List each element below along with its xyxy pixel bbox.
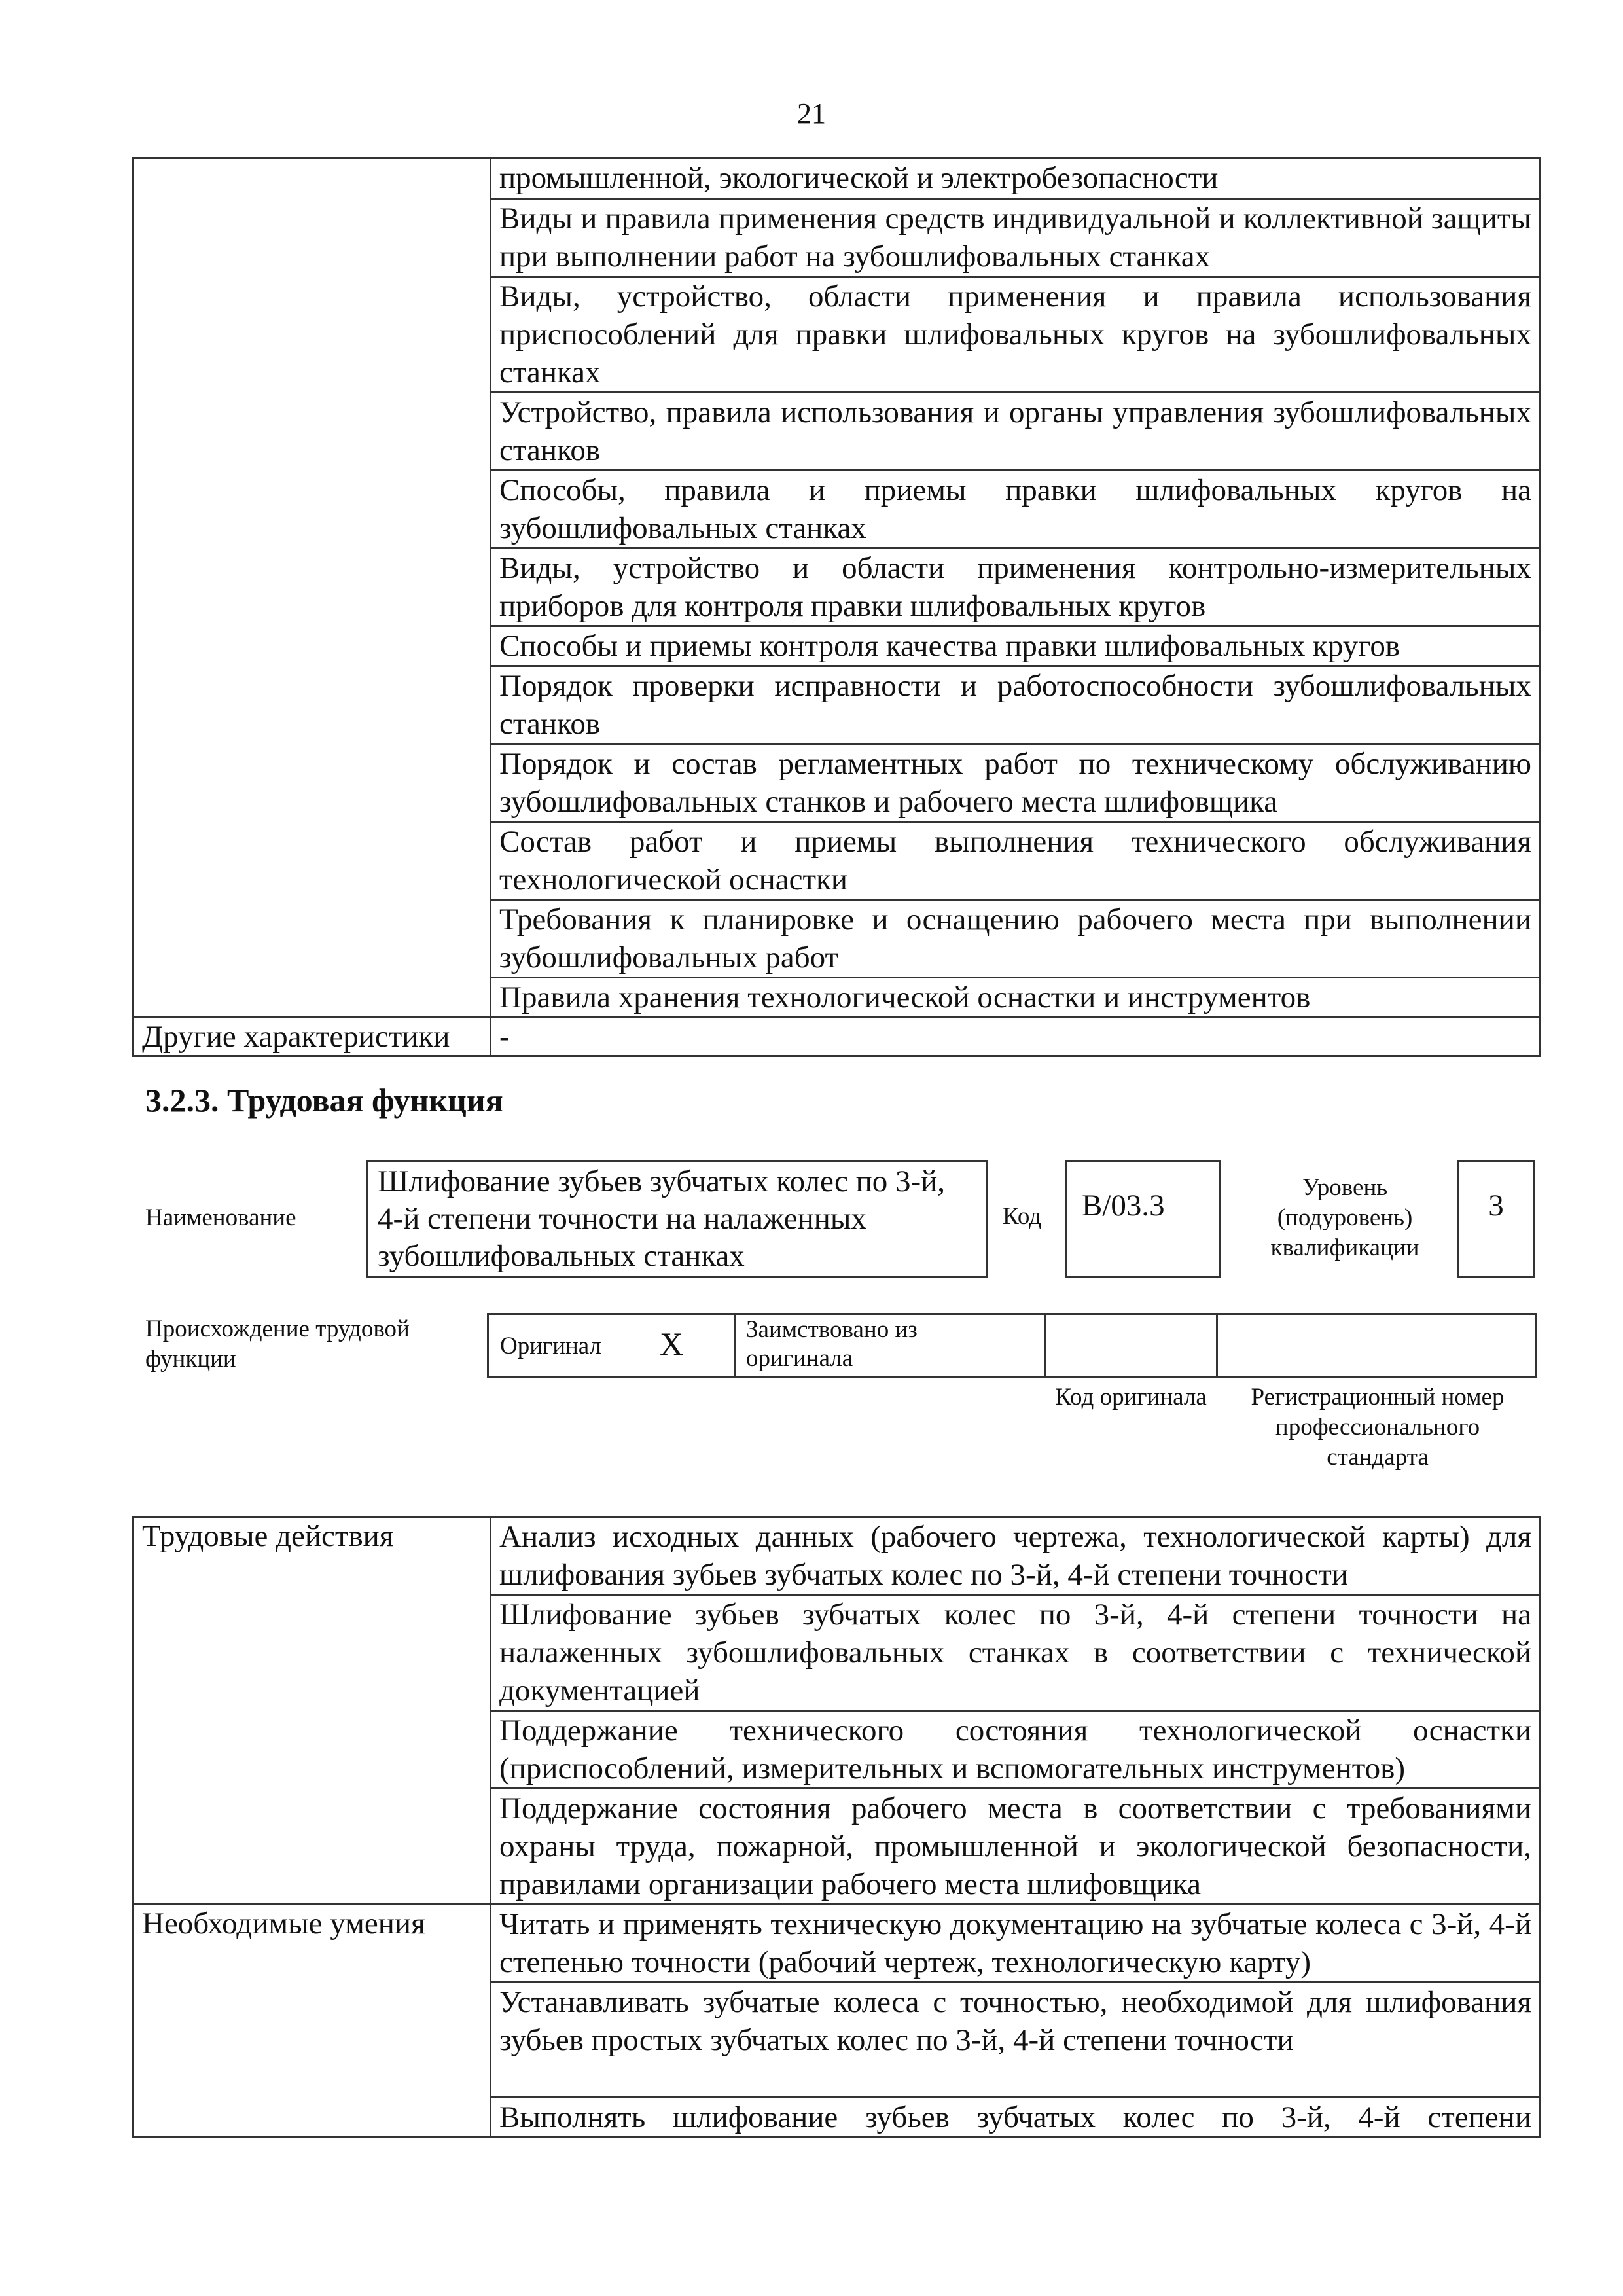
- knowledge-item: Порядок проверки исправности и работоспособности зубошлифовальных станков: [491, 666, 1541, 744]
- skill-item: Выполнять шлифование зубьев зубчатых колес по 3-й, 4-й степени: [491, 2098, 1541, 2138]
- knowledge-item: промышленной, экологической и электробезопасности: [491, 158, 1541, 199]
- origin-divider: [734, 1313, 736, 1378]
- name-label: Наименование: [145, 1204, 296, 1231]
- knowledge-item: Способы, правила и приемы правки шлифовальных кругов на зубошлифовальных станках: [491, 471, 1541, 548]
- origin-divider: [1216, 1313, 1218, 1378]
- original-mark: X: [660, 1325, 684, 1362]
- knowledge-item: Виды и правила применения средств индивидуальной и коллективной защиты при выполнении работ на зубошлифовальных станках: [491, 199, 1541, 277]
- origin-label: Происхождение трудовой функции: [145, 1316, 410, 1372]
- knowledge-item: Виды, устройство и области применения контрольно-измерительных приборов для контроля правки шлифовальных кругов: [491, 548, 1541, 626]
- skill-item: Устанавливать зубчатые колеса с точностью, необходимой для шлифования зубьев простых зубчатых колес по 3-й, 4-й степени точности: [491, 1982, 1541, 2098]
- labor-action-item: Поддержание состояния рабочего места в соответствии с требованиями охраны труда, пожарной, промышленной и экологической безопасности, правилами организации рабочего места шлифовщика: [491, 1789, 1541, 1905]
- other-characteristics-value: -: [491, 1018, 1541, 1056]
- knowledge-table: [132, 157, 1541, 1057]
- labor-actions-table: [132, 1516, 1541, 2138]
- knowledge-item: Способы и приемы контроля качества правки шлифовальных кругов: [491, 626, 1541, 666]
- section-title: 3.2.3. Трудовая функция: [145, 1082, 503, 1119]
- skill-item: Читать и применять техническую документацию на зубчатые колеса с 3-й, 4-й степенью точности (рабочий чертеж, технологическую карту): [491, 1905, 1541, 1982]
- required-skills-label: Необходимые умения: [134, 1905, 491, 2138]
- borrowed-label: Заимствовано из оригинала: [746, 1316, 918, 1372]
- page-number: 21: [797, 98, 826, 130]
- empty-label-cell: [134, 158, 491, 1018]
- level-value: 3: [1457, 1160, 1535, 1278]
- function-name-value: Шлифование зубьев зубчатых колес по 3-й, 4-й степени точности на налаженных зубошлифовальных станках: [366, 1160, 988, 1278]
- knowledge-item: Правила хранения технологической оснастки и инструментов: [491, 978, 1541, 1018]
- knowledge-item: Состав работ и приемы выполнения технического обслуживания технологической оснастки: [491, 822, 1541, 900]
- labor-action-item: Поддержание технического состояния технологической оснастки (приспособлений, измерительных и вспомогательных инструментов): [491, 1711, 1541, 1789]
- labor-action-item: Шлифование зубьев зубчатых колес по 3-й, 4-й степени точности на налаженных зубошлифовальных станках в соответствии с технической документацией: [491, 1595, 1541, 1711]
- original-label: Оригинал: [500, 1333, 602, 1359]
- code-label: Код: [1003, 1203, 1042, 1230]
- function-code-value: B/03.3: [1065, 1160, 1221, 1278]
- code-of-original-caption: Код оригинала: [1055, 1384, 1207, 1410]
- knowledge-item: Устройство, правила использования и органы управления зубошлифовальных станков: [491, 393, 1541, 471]
- knowledge-item: Порядок и состав регламентных работ по техническому обслуживанию зубошлифовальных станков и рабочего места шлифовщика: [491, 744, 1541, 822]
- level-label: Уровень (подуровень) квалификации: [1270, 1174, 1419, 1261]
- origin-divider: [1044, 1313, 1046, 1378]
- registration-number-caption: Регистрационный номер профессионального стандарта: [1251, 1384, 1505, 1471]
- labor-actions-label: Трудовые действия: [134, 1517, 491, 1905]
- knowledge-item: Виды, устройство, области применения и правила использования приспособлений для правки шлифовальных кругов на зубошлифовальных станках: [491, 277, 1541, 393]
- labor-action-item: Анализ исходных данных (рабочего чертежа, технологической карты) для шлифования зубьев зубчатых колес по 3-й, 4-й степени точности: [491, 1517, 1541, 1595]
- other-characteristics-label: Другие характеристики: [134, 1018, 491, 1056]
- knowledge-item: Требования к планировке и оснащению рабочего места при выполнении зубошлифовальных работ: [491, 900, 1541, 978]
